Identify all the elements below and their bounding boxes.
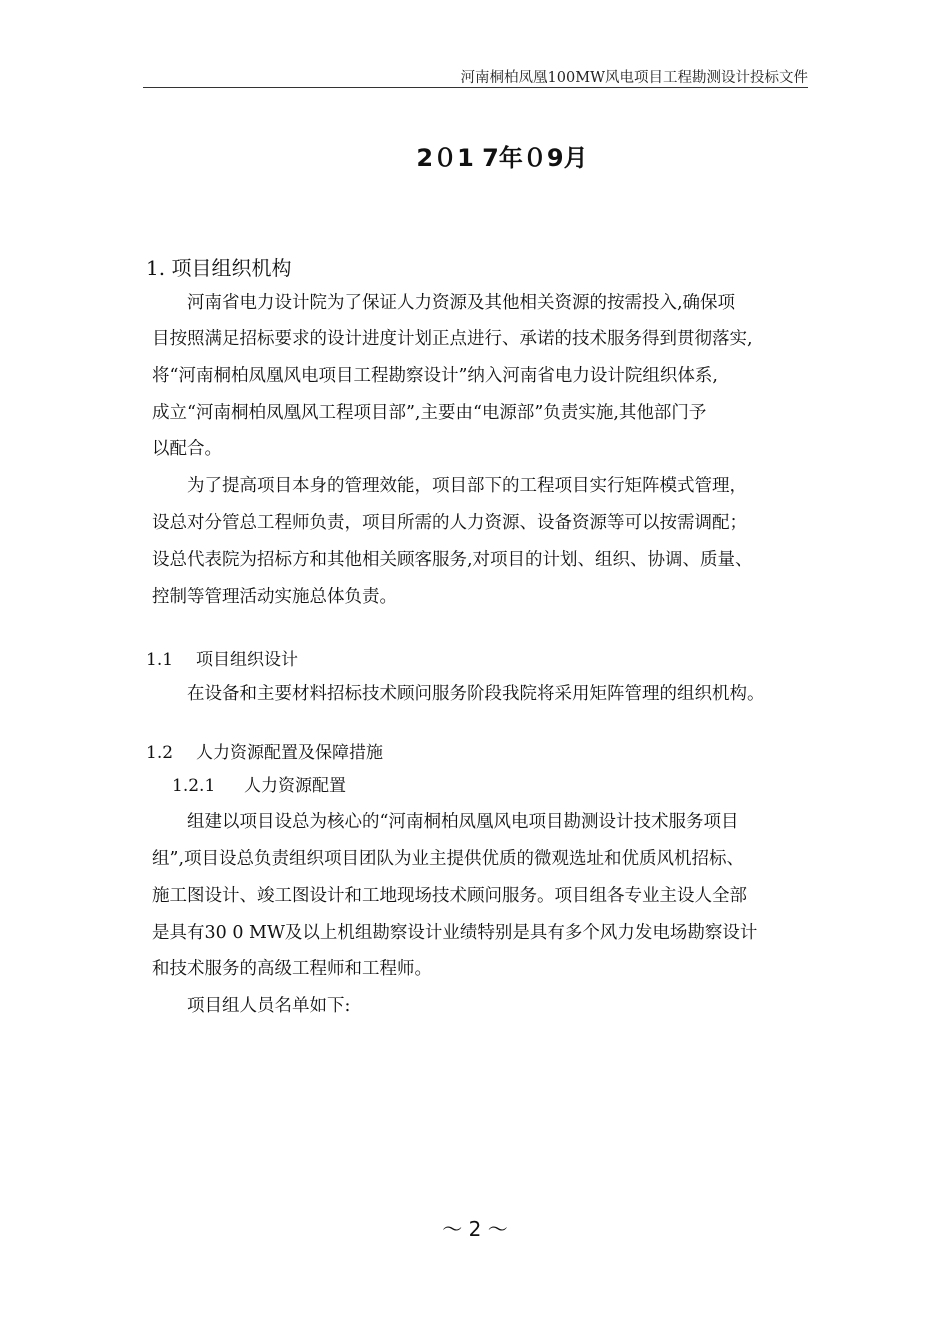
paragraph-line: 目按照满足招标要求的设计进度计划正点进行、承诺的技术服务得到贯彻落实, — [152, 329, 753, 349]
paragraph-line: 和技术服务的高级工程师和工程师。 — [152, 959, 432, 979]
paragraph-line: 组”,项目设总负责组织项目团队为业主提供优质的微观选址和优质风机招标、 — [152, 849, 745, 869]
paragraph-line: 设总代表院为招标方和其他相关顾客服务,对项目的计划、组织、协调、质量、 — [152, 550, 753, 570]
section-title: 人力资源配置及保障措施 — [196, 743, 383, 763]
list-intro: 项目组人员名单如下: — [187, 996, 351, 1016]
paragraph-line: 施工图设计、竣工图设计和工地现场技术顾问服务。项目组各专业主设人全部 — [152, 886, 747, 906]
page-number: ～ 2 ～ — [442, 1217, 508, 1241]
section-number: 1.2.1 — [172, 776, 216, 796]
section-title: 项目组织设计 — [196, 650, 298, 670]
paragraph-line: 组建以项目设总为核心的“河南桐柏凤凰风电项目勘测设计技术服务项目 — [187, 812, 739, 832]
paragraph-line: 为了提高项目本身的管理效能，项目部下的工程项目实行矩阵模式管理， — [187, 476, 747, 496]
section-number: 1.2 — [146, 743, 174, 763]
header-rule — [143, 87, 808, 88]
section-1-1-heading — [146, 645, 298, 670]
section-1-heading: 1. 项目组织机构 — [146, 256, 292, 280]
paragraph-line: 将“河南桐柏凤凰风电项目工程勘察设计”纳入河南省电力设计院组织体系, — [152, 366, 718, 386]
paragraph-line: 控制等管理活动实施总体负责。 — [152, 587, 397, 607]
section-number: 1.1 — [146, 650, 174, 670]
header-title: 河南桐柏凤凰100MW风电项目工程勘测设计投标文件 — [460, 70, 808, 86]
section-1-2-heading — [146, 738, 383, 763]
paragraph-line: 在设备和主要材料招标技术顾问服务阶段我院将采用矩阵管理的组织机构。 — [187, 684, 765, 704]
paragraph-line: 河南省电力设计院为了保证人力资源及其他相关资源的按需投入,确保项 — [187, 293, 736, 313]
section-1-2-1-heading — [172, 771, 346, 796]
paragraph-line: 设总对分管总工程师负责，项目所需的人力资源、设备资源等可以按需调配； — [152, 513, 747, 533]
paragraph-line: 是具有30 0 MW及以上机组勘察设计业绩特别是具有多个风力发电场勘察设计 — [152, 923, 758, 943]
paragraph-line: 成立“河南桐柏凤凰风工程项目部”,主要由“电源部”负责实施,其他部门予 — [152, 403, 707, 423]
document-date: 2０1 7年０9月 — [416, 144, 588, 172]
paragraph-line: 以配合。 — [152, 439, 222, 459]
section-title: 人力资源配置 — [244, 776, 346, 796]
